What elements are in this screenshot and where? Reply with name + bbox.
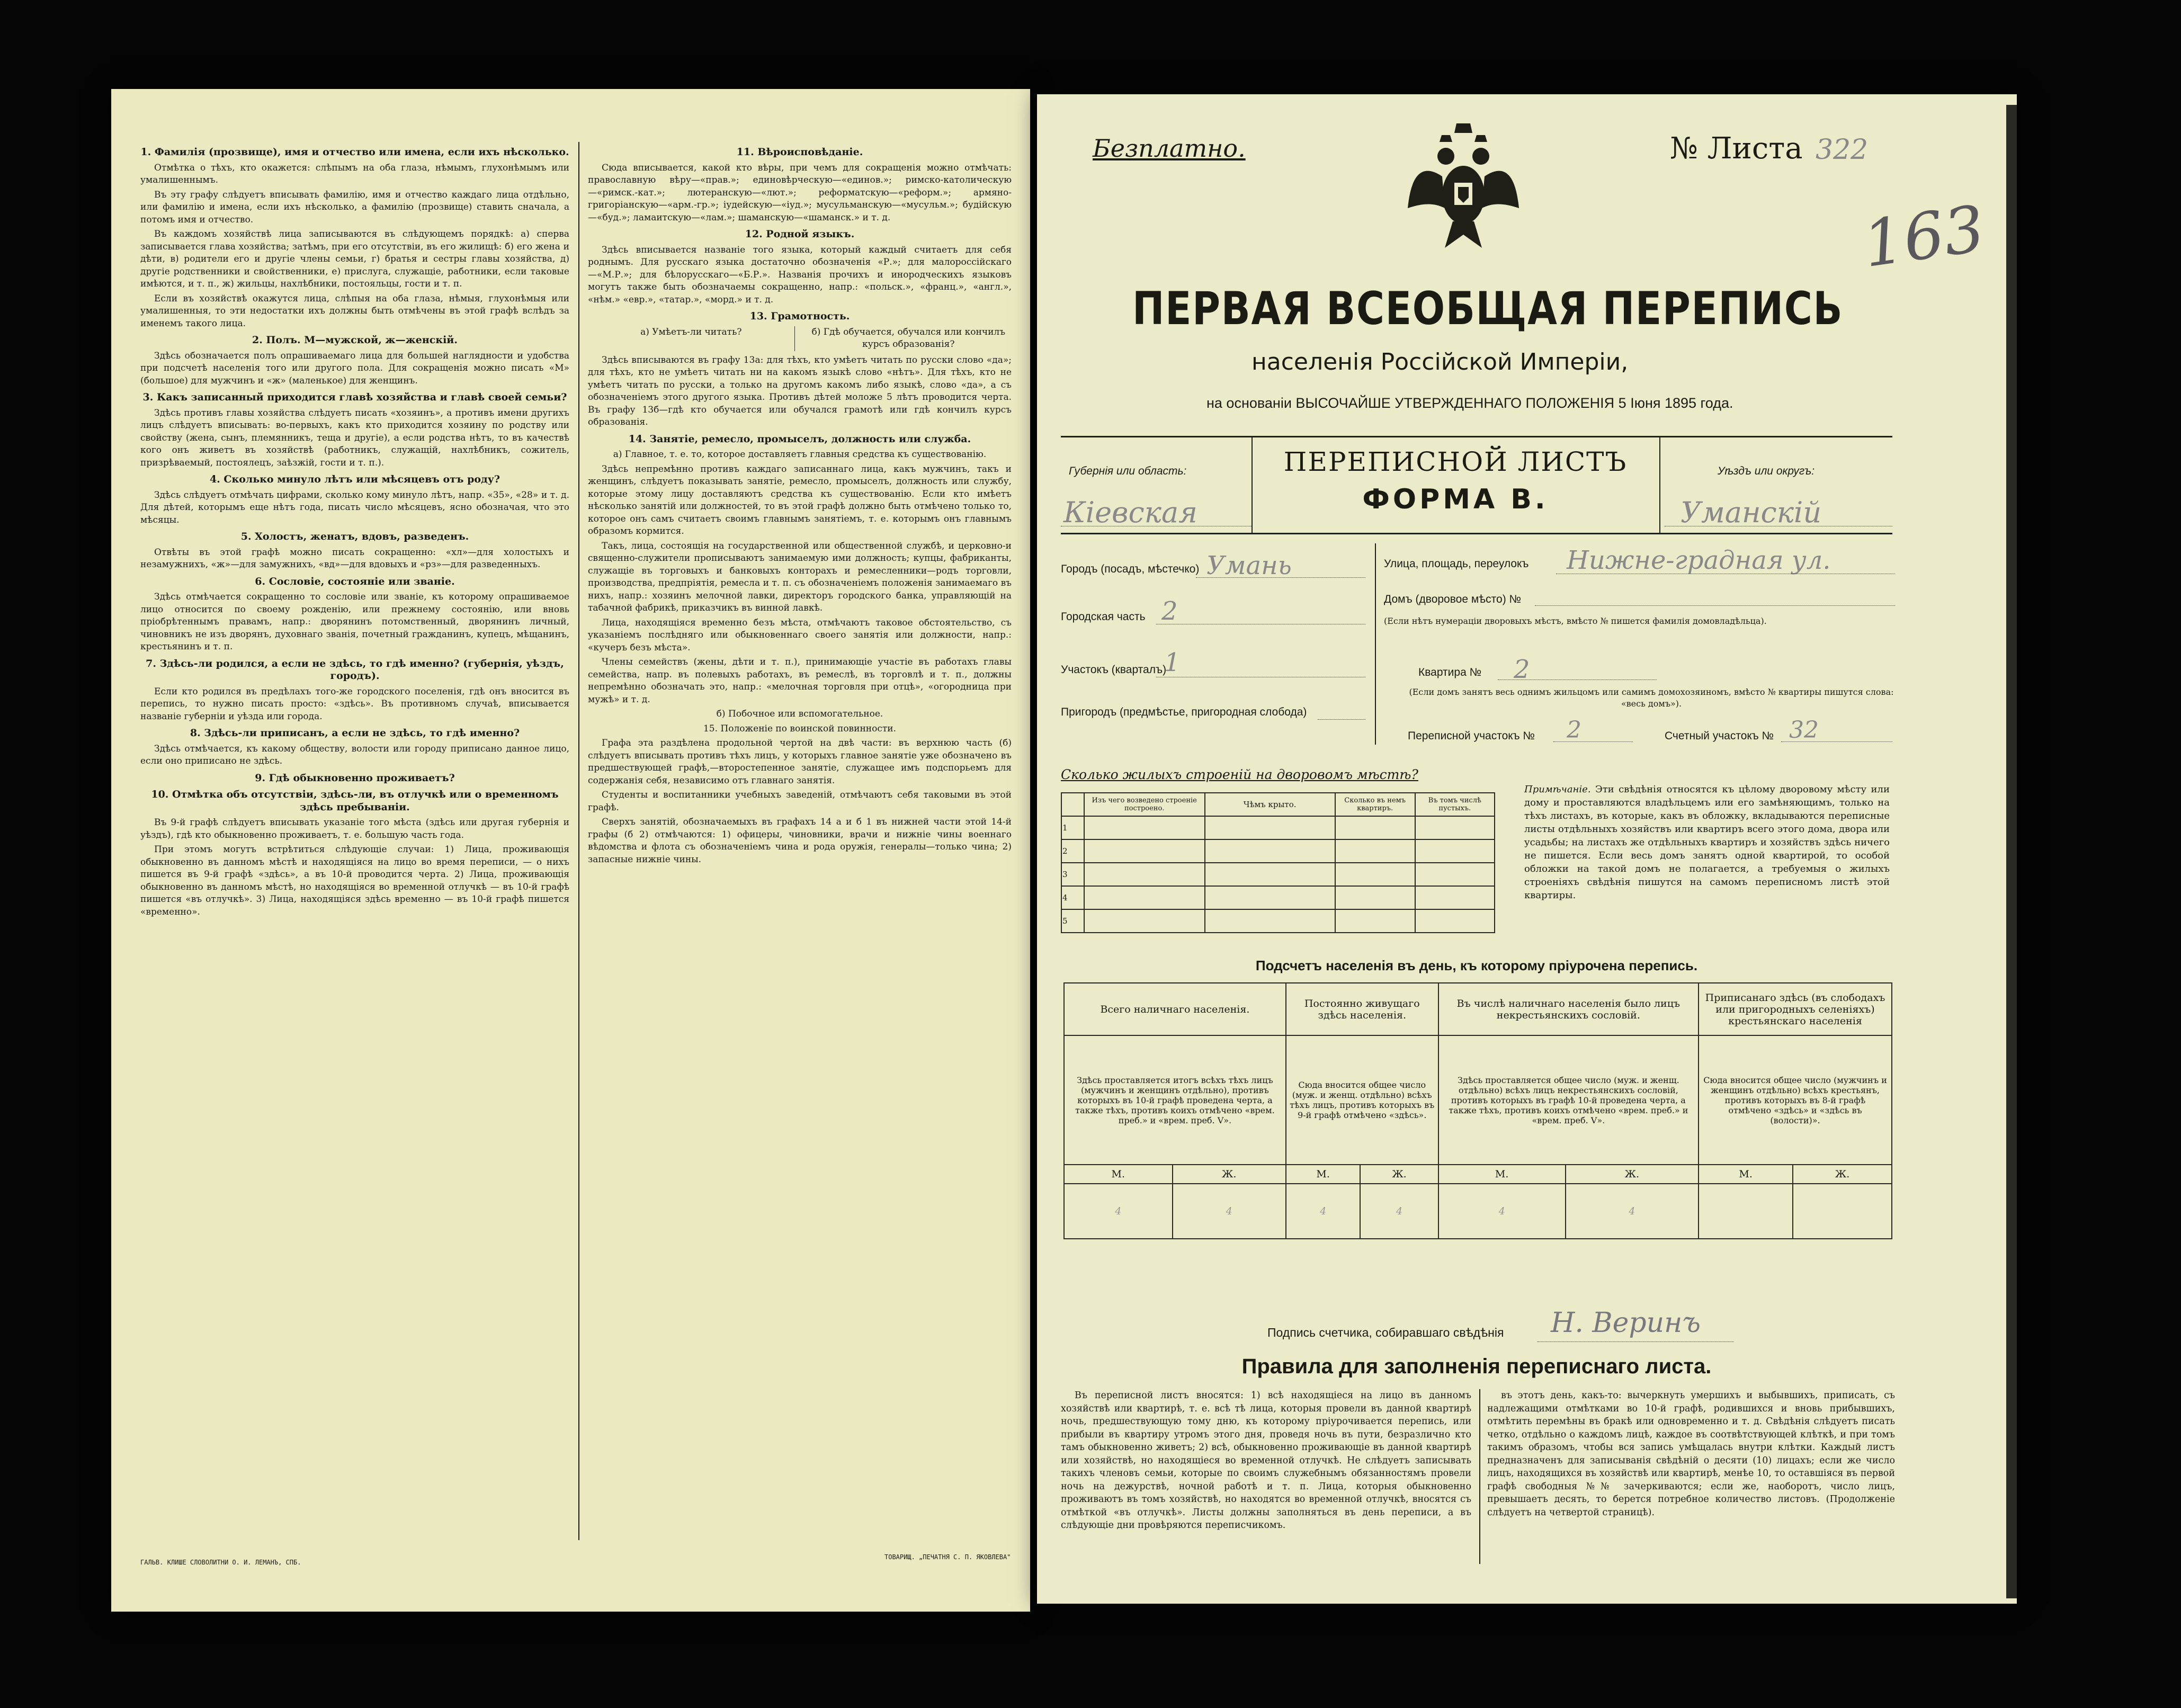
paragraph: Студенты и воспитанники учебныхъ заведеній, отмѣчаютъ себя таковыми въ этой графѣ. <box>588 790 1012 813</box>
instructions-column-1 <box>140 142 569 1540</box>
paragraph: Такъ, лица, состоящія на государственной или общественной службѣ, и церковно-и священно-служители прописываютъ занимаемую ими должность; купцы, фабриканты, служащіе въ торговыхъ и банковыхъ конторахъ и ремесленники—родъ торговли, производства, предпріятія, ремесла и т. п. съ обозначеніемъ положенія занимаемаго въ нихъ, напр.: хозяинъ мелочной лавки, директоръ городского банка, управляющій на табачной фабрикѣ, приказчикъ въ винной лавкѣ. <box>588 540 1012 613</box>
paragraph: Здѣсь противъ главы хозяйства слѣдуетъ писать «хозяинъ», а противъ имени другихъ лицъ слѣдуетъ вписывать: во-первыхъ, какъ кто приходится хозяину по родству или свойству (жена, сынъ, племянникъ, теща и другіе), а если родства нѣтъ, то въ качествѣ кого онъ живетъ въ хозяйствѣ (работникъ, служащій, нахлѣбникъ, сожитель, призрѣваемый, постоялецъ, заѣзжій, гости и т. п.). <box>140 407 569 468</box>
count-value: 4 <box>1360 1184 1438 1239</box>
question-subheading: 15. Положеніе по воинской повинности. <box>703 723 897 734</box>
chast-value: 2 <box>1161 596 1178 626</box>
question-heading: 1. Фамилія (прозвище), имя и отчество или имена, если ихъ нѣсколько. <box>140 146 569 158</box>
question-heading: 11. Вѣроисповѣданіе. <box>736 146 863 158</box>
question-heading: 4. Сколько минуло лѣтъ или мѣсяцевъ отъ роду? <box>209 473 500 485</box>
count-value: 4 <box>1286 1184 1361 1239</box>
table-header-row <box>1064 983 1892 1035</box>
question-heading: 5. Холостъ, женатъ, вдовъ, разведенъ. <box>240 531 469 542</box>
table-cell <box>1415 909 1495 933</box>
row-number: 2 <box>1061 839 1084 863</box>
male-header: М. <box>1699 1165 1793 1184</box>
table-header-row <box>1061 793 1495 816</box>
buildings-table <box>1061 792 1495 933</box>
form-variant: ФОРМА В. <box>1362 484 1549 515</box>
gorod-label: Городъ (посадъ, мѣстечко) <box>1061 563 1200 575</box>
field-line <box>1498 679 1657 680</box>
buildings-note <box>1524 783 1890 902</box>
guberniya-label: Губернія или область: <box>1069 465 1187 477</box>
row-number-header <box>1061 793 1084 816</box>
paragraph: Члены семействъ (жены, дѣти и т. п.), принимающіе участіе въ работахъ главы семейства, напр. въ полевыхъ работахъ, въ ремеслѣ, въ торговлѣ и т. п., должны непремѣнно обозначать это, напр.: «мелочная торговля при отцѣ», «огородница при мужѣ» и т. д. <box>588 657 1012 705</box>
table-cell <box>1335 909 1415 933</box>
sheet-number-label: № Листа <box>1670 131 1803 166</box>
schetniy-value: 32 <box>1789 717 1819 744</box>
table-row <box>1061 886 1495 909</box>
field-line <box>1196 577 1365 578</box>
table-cell <box>1084 886 1205 909</box>
paragraph: Здѣсь непремѣнно противъ каждаго записаннаго лица, какъ мужчинъ, такъ и женщинъ, слѣдуетъ показывать занятіе, ремесло, промыселъ, должность или службу, которые этому лицу доставляютъ средства къ существованію. Если кто имѣетъ нѣсколько занятій или должностей, то въ этой графѣ должно быть отмѣчено только то, которое онъ самъ считаетъ своимъ главнымъ занятіемъ, т. е. которымъ онъ главнымъ образомъ кормится. <box>588 463 1012 536</box>
archive-number-handwritten: 163 <box>1858 192 1989 282</box>
table-cell <box>1205 863 1335 886</box>
perepisnoy-value: 2 <box>1567 717 1581 744</box>
page-edges <box>2006 105 2017 1598</box>
question-subheading: б) Гдѣ обучается, обучался или кончилъ курсъ образованія? <box>811 326 1006 350</box>
question-heading: 2. Полъ. М—мужской, ж—женскій. <box>252 334 458 346</box>
count-value <box>1699 1184 1793 1239</box>
literacy-subheadings <box>588 326 1012 351</box>
paragraph: Графа эта раздѣлена продольной чертой на двѣ части: въ верхнюю часть (б) слѣдуетъ вписывать противъ тѣхъ лицъ, у которыхъ главное занятіе уже обозначено въ предшествующей графѣ,—второстепенное занятіе, служащее имъ подспорьемъ для содержанія себя, независимо отъ главнаго занятія. <box>588 738 1012 786</box>
paragraph: Въ эту графу слѣдуетъ вписывать фамилію, имя и отчество каждаго лица отдѣльно, или фамилію и имена, если ихъ нѣсколько, а фамилію (прозвище) ставить сначала, а потомъ имя и отчество. <box>140 189 569 225</box>
instructions-column-2 <box>588 142 1012 1540</box>
count-value: 4 <box>1438 1184 1566 1239</box>
paragraph: Лица, находящіяся временно безъ мѣста, отмѣчаютъ таковое обстоятельство, съ указаніемъ послѣдняго или обыкновеннаго своего занятія или должности, напр.: «кучеръ безъ мѣста». <box>588 617 1012 653</box>
table-cell <box>1335 886 1415 909</box>
count-value: 4 <box>1173 1184 1286 1239</box>
uezd-label: Уѣздъ или округъ: <box>1718 465 1815 477</box>
count-value: 4 <box>1566 1184 1699 1239</box>
field-line <box>1781 741 1892 742</box>
kvartira-label: Квартира № <box>1418 666 1482 678</box>
paragraph: Здѣсь слѣдуетъ отмѣчать цифрами, сколько кому минуло лѣтъ, напр. «35», «28» и т. д. Для дѣтей, которымъ еще нѣтъ года, писать число мѣсяцевъ, ясно обозначая, что это мѣсяцы. <box>140 489 569 525</box>
question-heading: 13. Грамотность. <box>749 310 850 322</box>
divider <box>1659 437 1660 533</box>
field-line <box>1535 605 1895 606</box>
chast-label: Городская часть <box>1061 611 1146 623</box>
table-cell <box>1415 863 1495 886</box>
double-headed-eagle-icon <box>1408 123 1519 251</box>
paragraph: Отвѣты въ этой графѣ можно писать сокращенно: «хл»—для холостыхъ и незамужнихъ, «ж»—для замужнихъ, «вд»—для вдовыхъ и «рз»—для разведенныхъ. <box>140 547 569 570</box>
paragraph: Здѣсь отмѣчается сокращенно то сословіе или званіе, къ которому опрашиваемое лицо относится по своему рожденію, или прежнему состоянію, или вновь пріобрѣтеннымъ правамъ, напр.: дворянинъ потомственный, дворянинъ личный, чиновникъ не изъ дворянъ, духовнаго званія, почетный гражданинъ, купецъ, мѣщанинъ, крестьянинъ и т. п. <box>140 592 569 652</box>
paragraph: Сверхъ занятій, обозначаемыхъ въ графахъ 14 а и б 1 въ нижней части этой 14-й графы (б 2) отмѣчаются: 1) офицеры, чиновники, врачи и нижніе чины военнаго вѣдомства и флота съ обозначеніемъ чина и рода оружія, генералы—только чина; 2) запасные нижніе чины. <box>588 817 1012 865</box>
count-value: 4 <box>1064 1184 1173 1239</box>
sheet-number-handwritten: 322 <box>1816 134 1869 166</box>
divider <box>1061 533 1892 534</box>
census-subtitle: населенія Россійской Имперіи, <box>1252 348 1629 375</box>
question-heading: 8. Здѣсь-ли приписанъ, а если не здѣсь, то гдѣ именно? <box>190 727 520 739</box>
table-cell <box>1205 886 1335 909</box>
ulitsa-value: Нижне-градная ул. <box>1567 546 1831 575</box>
table-row <box>1061 816 1495 839</box>
male-header: М. <box>1286 1165 1361 1184</box>
table-row <box>1061 909 1495 933</box>
paragraph: Отмѣтка о тѣхъ, кто окажется: слѣпымъ на оба глаза, нѣмымъ, глухонѣмымъ или умалишеннымъ. <box>140 162 569 185</box>
table-row <box>1061 839 1495 863</box>
left-page <box>111 89 1030 1612</box>
uchastok-value: 1 <box>1164 648 1181 677</box>
count-header-permanent: Постоянно живущаго здѣсь населенія. <box>1286 983 1438 1035</box>
table-cell <box>1415 886 1495 909</box>
rules-column-1 <box>1061 1389 1471 1569</box>
paragraph: При этомъ могутъ встрѣтиться слѣдующіе случаи: 1) Лица, проживающія обыкновенно въ данномъ мѣстѣ и находящіяся на лицо во время переписи, — о нихъ пишется въ 9-й графѣ «здѣсь», а въ 10-й проводится черта. 2) Лица, проживающія обыкновенно въ данномъ мѣстѣ, но находящіяся во временной отлучкѣ — въ 10-й графѣ пишется «въ отлучкѣ». 3) Лица, находящіяся здѣсь временно — въ 10-й графѣ пишется «временно». <box>140 844 569 917</box>
signature-value: Н. Веринъ <box>1551 1307 1701 1339</box>
kvartira-value: 2 <box>1514 655 1530 684</box>
row-number: 5 <box>1061 909 1084 933</box>
rules-title: Правила для заполненія переписнаго листа. <box>1241 1355 1712 1378</box>
buildings-header-material: Изъ чего возведено строеніе построено. <box>1084 793 1205 816</box>
female-header: Ж. <box>1793 1165 1892 1184</box>
prigorod-label: Пригородъ (предмѣстье, пригородная слобода) <box>1061 706 1307 718</box>
table-cell <box>1335 816 1415 839</box>
paragraph: Въ переписной листъ вносятся: 1) всѣ находящіеся на лицо въ данномъ хозяйствѣ или квартирѣ, т. е. всѣ тѣ лица, которыя провели въ данной квартирѣ ночь, предшествующую тому дню, къ которому пріурочивается перепись, или прибыли въ квартиру утромъ этого дня, проведя ночь въ пути, безразлично кто тамъ обыкновенно живетъ; 2) всѣ, обыкновенно проживающіе въ данной квартирѣ или хозяйствѣ, но находящіеся во временной отлучкѣ. Не слѣдуетъ записывать такихъ членовъ семьи, которые по своимъ служебнымъ обязанностямъ провели ночь на дежурствѣ, ночной работѣ и т. п. Лица, которыя обыкновенно проживаютъ въ томъ хозяйствѣ, но находятся во временной отлучкѣ, вносятся съ отмѣткой «въ отлучкѣ». Листы должны заполняться въ день переписи, а въ слѣдующіе дни провѣряются переписчикомъ. <box>1061 1390 1471 1531</box>
signature-label: Подпись счетчика, собиравшаго свѣдѣнія <box>1267 1326 1504 1339</box>
rules-column-2 <box>1487 1389 1895 1569</box>
count-title: Подсчетъ населенія въ день, къ которому пріурочена перепись. <box>1255 958 1698 973</box>
right-page <box>1037 94 2017 1604</box>
buildings-header-apartments: Сколько въ немъ квартиръ. <box>1335 793 1415 816</box>
paragraph: Здѣсь обозначается полъ опрашиваемаго лица для большей наглядности и удобства при подсчетѣ населенія того или другого пола. Для сокращенія можно писать «М» (большое) для мужчинъ и «ж» (маленькое) для женщинъ. <box>140 350 569 386</box>
table-cell <box>1084 816 1205 839</box>
buildings-header-roof: Чѣмъ крыто. <box>1205 793 1335 816</box>
row-number: 4 <box>1061 886 1084 909</box>
table-cell <box>1415 816 1495 839</box>
schetniy-label: Счетный участокъ № <box>1665 730 1774 742</box>
table-cell <box>1205 839 1335 863</box>
printer-credit-left: ГАЛЬВ. КЛИШЕ СЛОВОЛИТНИ О. И. ЛЕМАНЪ, СПБ. <box>140 1559 301 1566</box>
guberniya-value: Кіевская <box>1063 496 1197 529</box>
count-description: Сюда вносится общее число (муж. и женщ. отдѣльно) всѣхъ тѣхъ лицъ, противъ которыхъ въ 9-й графѣ отмѣчено «здѣсь». <box>1286 1035 1438 1165</box>
population-count-table <box>1063 982 1892 1239</box>
question-heading: 12. Родной языкъ. <box>745 228 855 240</box>
buildings-header-empty: Въ томъ числѣ пустыхъ. <box>1415 793 1495 816</box>
gorod-value: Умань <box>1206 551 1292 580</box>
form-title: ПЕРЕПИСНОЙ ЛИСТЪ <box>1283 446 1628 477</box>
female-header: Ж. <box>1566 1165 1699 1184</box>
table-cell <box>1084 909 1205 933</box>
table-row <box>1064 1184 1892 1239</box>
question-heading: 6. Сословіе, состояніе или званіе. <box>255 575 455 587</box>
male-header: М. <box>1438 1165 1566 1184</box>
table-cell <box>1335 839 1415 863</box>
table-cell <box>1415 839 1495 863</box>
table-cell <box>1084 839 1205 863</box>
table-cell <box>1205 816 1335 839</box>
male-header: М. <box>1064 1165 1173 1184</box>
table-cell <box>1335 863 1415 886</box>
printer-credit-right: ТОВАРИЩ. „ПЕЧАТНЯ С. П. ЯКОВЛЕВА" <box>884 1553 1011 1561</box>
question-heading: 3. Какъ записанный приходится главѣ хозяйства и главѣ своей семьи? <box>142 391 567 403</box>
table-row <box>1064 1035 1892 1165</box>
question-subheading: а) Умѣетъ-ли читать? <box>588 326 795 351</box>
count-header-peasant: Приписанаго здѣсь (въ слободахъ или пригородныхъ селеніяхъ) крестьянскаго населенія <box>1699 983 1892 1035</box>
kvartira-note: (Если домъ занятъ весь однимъ жильцомъ или самимъ домохозяиномъ, вмѣсто № квартиры пишутся слова: «весь домъ»). <box>1409 687 1894 709</box>
paragraph: въ этотъ день, какъ-то: вычеркнуть умершихъ и выбывшихъ, приписать, съ надлежащими отмѣтками во 10-й графѣ, родившихся и вновь прибывшихъ, отмѣтить перемѣны въ бракѣ или одновременно и т. д. Свѣдѣнія слѣдуетъ писать четко, отдѣльно о каждомъ лицѣ, каждое въ соотвѣтствующей клѣткѣ, и при томъ такимъ образомъ, чтобы вся запись умѣщалась внутри клѣтки. Каждый листъ предназначенъ для записыванія свѣдѣній о десяти (10) лицахъ; если же число лицъ, находящихся въ хозяйствѣ или квартирѣ, менѣе 10, то оставшіяся въ первой графѣ свободныя №№ зачеркиваются; если же, наоборотъ, число лицъ, превышаетъ десять, то берется потребное количество листовъ. (Продолженіе слѣдуетъ на четвертой страницѣ). <box>1487 1390 1895 1518</box>
row-number: 3 <box>1061 863 1084 886</box>
row-number: 1 <box>1061 816 1084 839</box>
table-row <box>1061 863 1495 886</box>
count-description: Здѣсь проставляется итогъ всѣхъ тѣхъ лицъ (мужчинъ и женщинъ отдѣльно), противъ которыхъ въ 10-й графѣ проведена черта, а также тѣхъ, противъ коихъ отмѣчено «врем. преб.» и «врем. преб. V». <box>1064 1035 1286 1165</box>
legal-basis: на основаніи ВЫСОЧАЙШЕ УТВЕРЖДЕННАГО ПОЛОЖЕНІЯ 5 Іюня 1895 года. <box>1206 395 1733 411</box>
note-title: Примѣчаніе. <box>1524 784 1591 795</box>
ulitsa-label: Улица, площадь, переулокъ <box>1384 558 1529 570</box>
paragraph: Здѣсь отмѣчается, къ какому обществу, волости или городу приписано данное лицо, если оно приписано не здѣсь. <box>140 743 569 766</box>
divider <box>1252 437 1253 533</box>
question-heading: 10. Отмѣтка объ отсутствіи, здѣсь-ли, въ отлучкѣ или о временномъ здѣсь пребываніи. <box>151 789 559 813</box>
question-subheading: а) Главное, т. е. то, которое доставляетъ главныя средства къ существованію. <box>613 449 987 460</box>
table-cell <box>1205 909 1335 933</box>
uchastok-label: Участокъ (кварталъ) <box>1061 664 1167 676</box>
count-value <box>1793 1184 1892 1239</box>
female-header: Ж. <box>1360 1165 1438 1184</box>
column-divider <box>578 142 579 1540</box>
table-cell <box>1084 863 1205 886</box>
paragraph: Здѣсь вписываются въ графу 13а: для тѣхъ, кто умѣетъ читать по русски слово «да»; для тѣхъ, кто не умѣетъ читать ни на какомъ языкѣ слово «нѣтъ». Для тѣхъ, кто не умѣетъ читать по русски, а только на другомъ какомъ либо языкѣ, слово «да», а съ обозначеніемъ этого другого языка. Противъ дѣтей моложе 5 лѣтъ проводится черта. Въ графу 13б—гдѣ кто обучается или обучался грамотѣ или гдѣ кончилъ курсъ образованія. <box>588 354 1012 427</box>
question-heading: 9. Гдѣ обыкновенно проживаетъ? <box>255 772 455 784</box>
buildings-question: Сколько жилыхъ строеній на дворовомъ мѣстѣ? <box>1061 767 1418 782</box>
paragraph: Сюда вписывается, какой кто вѣры, при чемъ для сокращенія можно отмѣчать: православную вѣру—«прав.»; единовѣрческую—«единов.»; римско-католическую—«римск.-кат.»; лютеранскую—«лют.»; реформатскую—«реформ.»; армяно-григоріанскую—«арм.-гр.»; іудейскую—«іуд.»; мусульманскую—«мусульм.»; будійскую—«буд.»; ламаитскую—«лам.»; шаманскую—«шаманск.» и т. д. <box>588 162 1012 223</box>
female-header: Ж. <box>1173 1165 1286 1184</box>
dom-label: Домъ (дворовое мѣсто) № <box>1384 593 1522 605</box>
paragraph: Здѣсь вписывается названіе того языка, который каждый считаетъ для себя роднымъ. Для русскаго языка достаточно обозначенія «Р.»; для малороссійскаго—«М.Р.»; для бѣлорусскаго—«Б.Р.». Названія прочихъ и инородческихъ языковъ могутъ также быть обозначаемы сокращенно, напр.: «польск.», «франц.», «англ.», «нѣм.» «евр.», «татар.», «морд.» и т. д. <box>588 244 1012 305</box>
uezd-value: Уманскій <box>1681 496 1822 529</box>
question-subheading: б) Побочное или вспомогательное. <box>716 709 883 719</box>
question-heading: 7. Здѣсь-ли родился, а если не здѣсь, то гдѣ именно? (губернія, уѣздъ, городъ). <box>146 657 564 682</box>
count-header-nonpeasant: Въ числѣ наличнаго населенія было лицъ некрестьянскихъ сословій. <box>1438 983 1699 1035</box>
free-label: Безплатно. <box>1093 134 1246 163</box>
field-line <box>1318 719 1365 720</box>
paragraph: Въ каждомъ хозяйствѣ лица записываются въ слѣдующемъ порядкѣ: а) сперва записывается глава хозяйства; затѣмъ, при его отсутствіи, въ его жилищѣ: б) его жена и дѣти, в) родители его и другіе члены семьи, г) братья и сестры главы хозяйства, д) другіе родственники и свойственники, е) прислуга, служащіе, работники, если таковые имѣются, и т. п., ж) жильцы, нахлѣбники, постояльцы, гости и т. п. <box>140 229 569 289</box>
note-text: Эти свѣдѣнія относятся къ цѣлому дворовому мѣсту или дому и проставляются владѣльцемъ или его замѣняющимъ, только на тѣхъ листахъ, въ которые, какъ въ обложку, вкладываются переписные листы отдѣльныхъ хозяйствъ или квартиръ всего этого дома, двора или усадьбы; на листахъ же отдѣльныхъ квартиръ и хозяйствъ здѣсь ничего не пишется. Если весь домъ занятъ одной квартирой, то особой обложки на такой домъ не полагается, а требуемыя о жилыхъ строеніяхъ свѣдѣнія пишутся на самомъ переписномъ листѣ этой квартиры. <box>1524 784 1890 901</box>
count-description: Здѣсь проставляется общее число (муж. и женщ. отдѣльно) всѣхъ лицъ некрестьянскихъ сословій, противъ которыхъ въ графѣ 10-й проведена черта, а также тѣхъ, противъ коихъ отмѣчено «врем. преб.» и «врем. преб. V». <box>1438 1035 1699 1165</box>
dom-note: (Если нѣтъ нумераціи дворовыхъ мѣстъ, вмѣсто № пишется фамилія домовладѣльца). <box>1384 616 1767 626</box>
field-line <box>1553 741 1633 742</box>
census-title: ПЕРВАЯ ВСЕОБЩАЯ ПЕРЕПИСЬ <box>1132 282 1844 335</box>
column-divider <box>1479 1389 1480 1564</box>
divider <box>1061 436 1892 437</box>
count-header-present: Всего наличнаго населенія. <box>1064 983 1286 1035</box>
paragraph: Если въ хозяйствѣ окажутся лица, слѣпыя на оба глаза, нѣмыя, глухонѣмыя или умалишенныя, то эти недостатки ихъ должны быть отмѣчены въ этой графѣ вслѣдъ за именемъ такого лица. <box>140 293 569 329</box>
perepisnoy-label: Переписной участокъ № <box>1408 730 1535 742</box>
divider <box>1375 543 1376 745</box>
paragraph: Въ 9-й графѣ слѣдуетъ вписывать указаніе того мѣста (здѣсь или другая губернія и уѣздъ), гдѣ кто обыкновенно проживаетъ, т. е. большую часть года. <box>140 817 569 840</box>
paragraph: Если кто родился въ предѣлахъ того-же городского поселенія, гдѣ онъ вносится въ перепись, то нужно писать просто: «здѣсь». Въ противномъ случаѣ, вписывается названіе губерніи и уѣзда или города. <box>140 686 569 722</box>
count-description: Сюда вносится общее число (мужчинъ и женщинъ отдѣльно) всѣхъ крестьянъ, противъ которыхъ въ 8-й графѣ отмѣчено «здѣсь» и «здѣсь въ (волости)». <box>1699 1035 1892 1165</box>
question-heading: 14. Занятіе, ремесло, промыселъ, должность или служба. <box>628 433 971 445</box>
table-row <box>1064 1165 1892 1184</box>
